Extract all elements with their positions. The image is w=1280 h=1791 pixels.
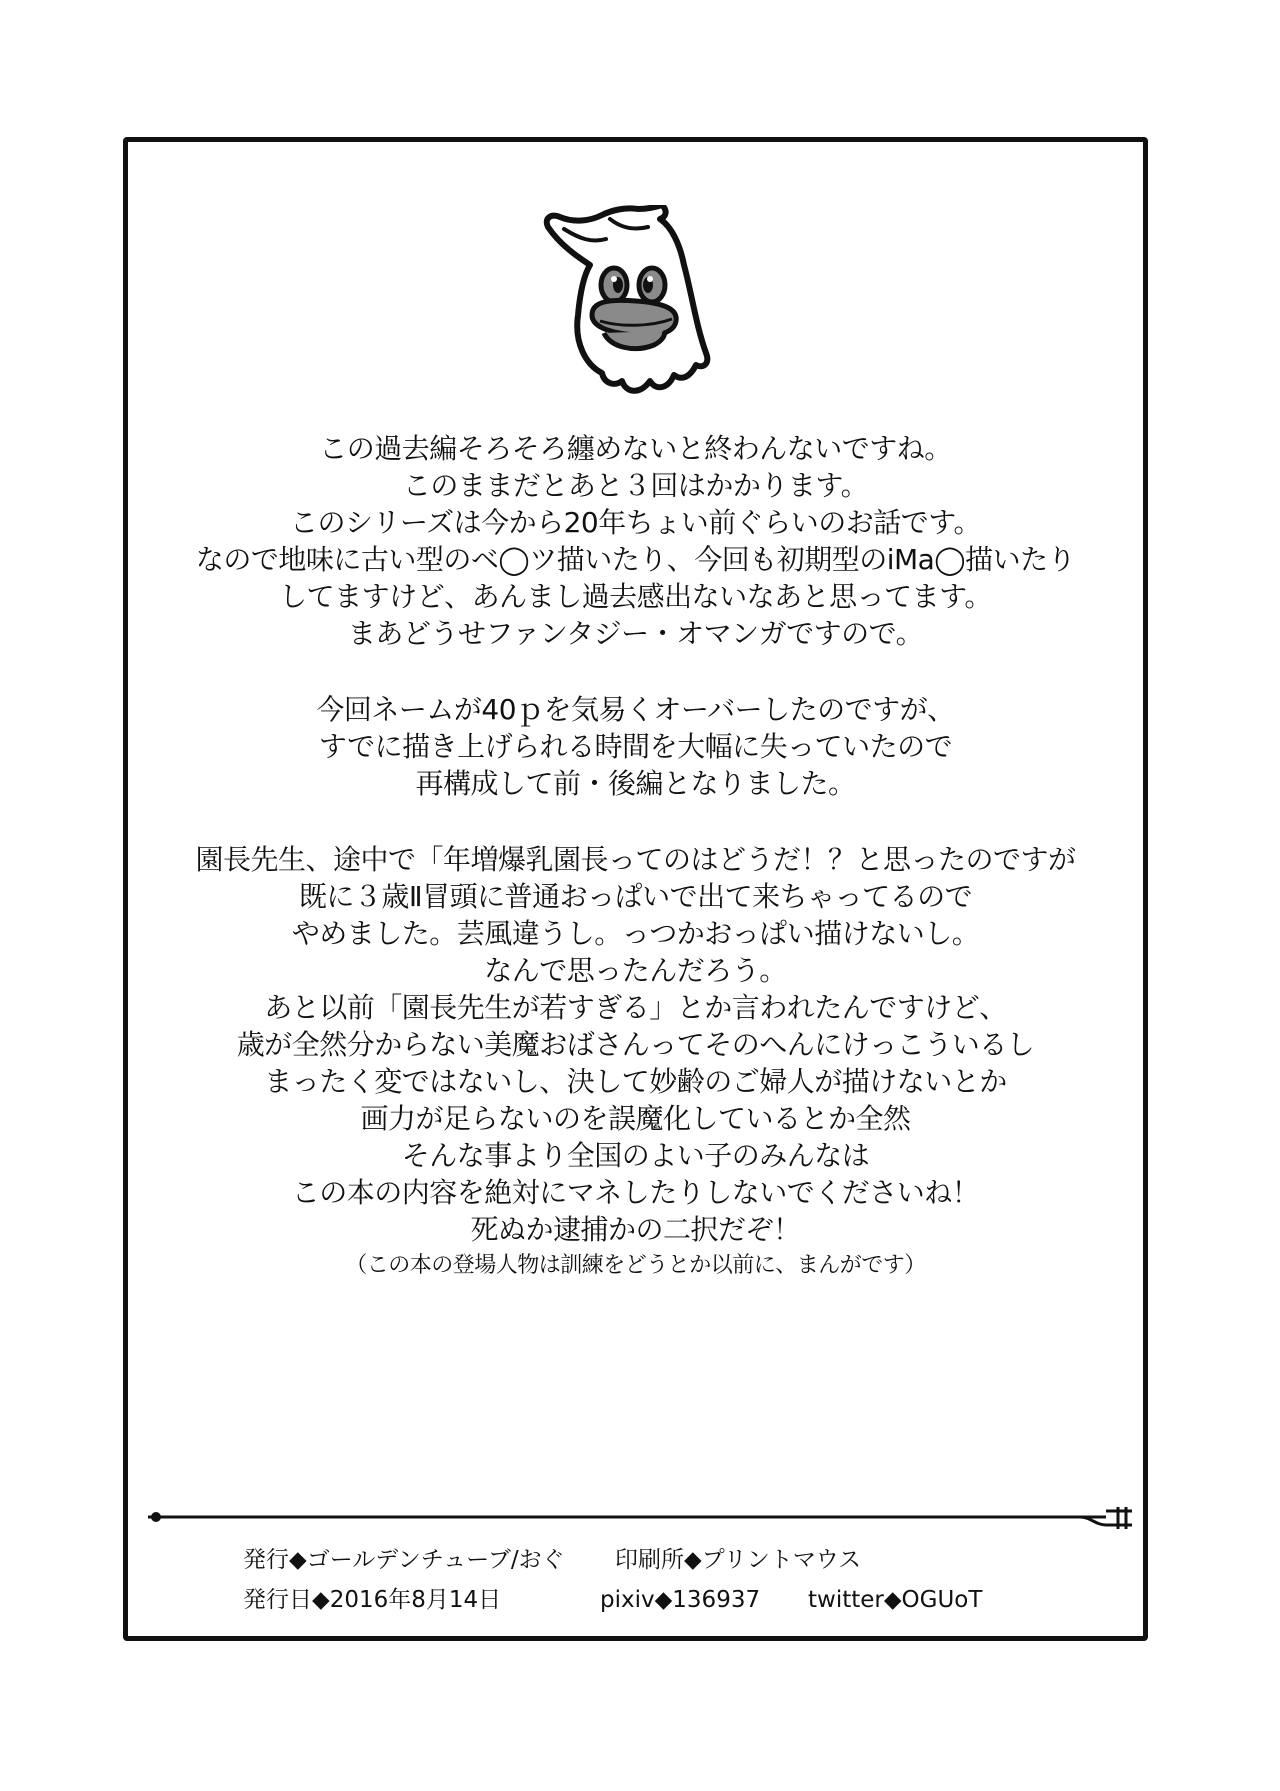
text-line: 今回ネームが40ｐを気易くオーバーしたのですが、 (316, 693, 955, 726)
mascot-lower-beak (604, 331, 665, 349)
afterword-text (133, 430, 1138, 1322)
parenthetical-note: （この本の登場人物は訓練をどうとか以前に、まんがです） (345, 1253, 926, 1278)
text-line: そんな事より全国のよい子のみんなは (401, 1139, 870, 1172)
text-line: なので地味に古い型のベ◯ツ描いたり、今回も初期型のiMa◯描いたり (195, 543, 1076, 576)
twitter-handle-text: twitter◆OGUoT (808, 1587, 983, 1613)
paragraph-2 (133, 691, 1138, 802)
text-line: してますけど、あんまし過去感出ないなあと思ってます。 (279, 580, 992, 613)
publish-date-text: 発行日◆2016年8月14日 (243, 1587, 502, 1613)
paragraph-3 (133, 841, 1138, 1283)
publisher-text: 発行◆ゴールデンチューブ/おぐ (243, 1547, 565, 1573)
text-line: まったく変ではないし、決して妙齢のご婦人が描けないとか (264, 1065, 1007, 1098)
text-line: 既に３歳Ⅱ冒頭に普通おっぱいで出て来ちゃってるので (298, 880, 973, 913)
colophon-row-date (243, 1580, 1123, 1620)
text-line: すでに描き上げられる時間を大幅に失っていたので (318, 730, 953, 763)
text-line: この本の内容を絶対にマネしたりしないでくださいね！ (291, 1176, 980, 1209)
colophon-row-publisher (243, 1540, 1123, 1580)
pixiv-id-text: pixiv◆136937 (600, 1587, 761, 1613)
paragraph-1 (133, 430, 1138, 652)
printer-text: 印刷所◆プリントマウス (615, 1547, 862, 1573)
text-line: 画力が足らないのを誤魔化しているとか全然 (360, 1102, 911, 1135)
text-line: このままだとあと３回はかかります。 (402, 469, 869, 502)
text-line: 再構成して前・後編となりました。 (415, 767, 856, 800)
text-line: 園長先生、途中で「年増爆乳園長ってのはどうだ！？と思ったのですが (195, 843, 1076, 876)
text-line: この過去編そろそろ纏めないと終わんないですね。 (319, 432, 952, 465)
colophon (243, 1540, 1123, 1620)
text-line: やめました。芸風違うし。っつかおっぱい描けないし。 (291, 917, 980, 950)
mascot-icon (540, 205, 720, 410)
text-line: このシリーズは今から20年ちょい前ぐらいのお話です。 (290, 506, 981, 539)
mascot-beak (592, 300, 676, 335)
text-line: まあどうせファンタジー・オマンガですので。 (347, 617, 924, 650)
text-line: なんで思ったんだろう。 (484, 954, 787, 987)
text-line: 死ぬか逮捕かの二択だぞ！ (470, 1213, 801, 1246)
colophon-divider (148, 1505, 1133, 1531)
text-line: あと以前「園長先生が若すぎる」とか言われたんですけど、 (264, 991, 1007, 1024)
text-line: 歳が全然分からない美魔おばさんってそのへんにけっこういるし (236, 1028, 1035, 1061)
